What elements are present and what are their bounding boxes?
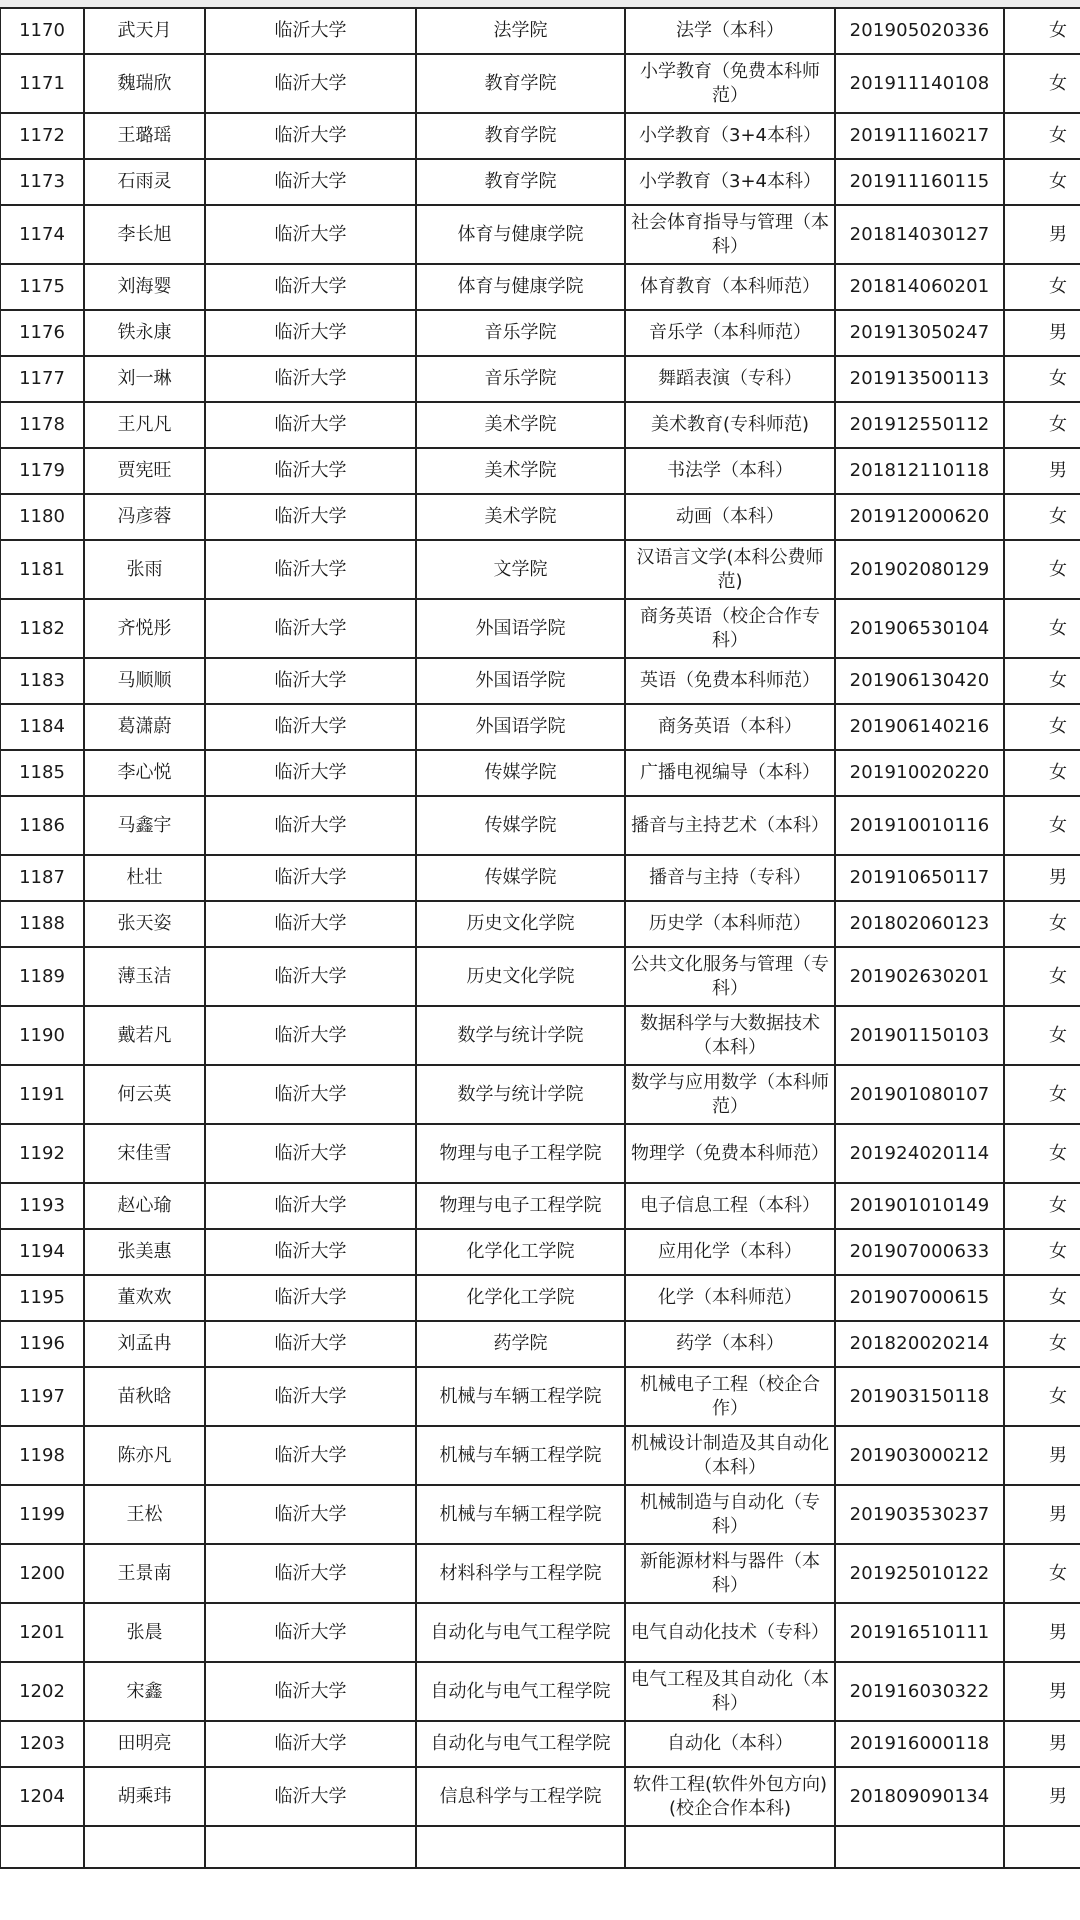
student-id-cell: 201912000620 — [835, 494, 1004, 540]
table-row — [0, 1183, 1080, 1229]
school-name-cell: 临沂大学 — [205, 1006, 416, 1065]
gender-cell: 女 — [1004, 658, 1080, 704]
school-name-cell: 临沂大学 — [205, 494, 416, 540]
empty-cell — [416, 1826, 625, 1868]
college-name-cell: 外国语学院 — [416, 658, 625, 704]
student-id-cell: 201903150118 — [835, 1367, 1004, 1426]
student-id-cell: 201910650117 — [835, 855, 1004, 901]
gender-cell: 女 — [1004, 1124, 1080, 1183]
gender-cell: 女 — [1004, 264, 1080, 310]
major-name-cell: 体育教育（本科师范） — [625, 264, 835, 310]
major-name-cell: 动画（本科） — [625, 494, 835, 540]
row-number-cell: 1173 — [0, 159, 84, 205]
college-name-cell: 传媒学院 — [416, 750, 625, 796]
row-number-cell: 1178 — [0, 402, 84, 448]
college-name-cell: 机械与车辆工程学院 — [416, 1426, 625, 1485]
gender-cell: 女 — [1004, 494, 1080, 540]
student-id-cell: 201903000212 — [835, 1426, 1004, 1485]
major-name-cell: 数据科学与大数据技术（本科） — [625, 1006, 835, 1065]
gender-cell: 女 — [1004, 1006, 1080, 1065]
school-name-cell: 临沂大学 — [205, 750, 416, 796]
gender-cell: 男 — [1004, 1721, 1080, 1767]
college-name-cell: 化学化工学院 — [416, 1229, 625, 1275]
student-id-cell: 201910020220 — [835, 750, 1004, 796]
row-number-cell: 1180 — [0, 494, 84, 540]
major-name-cell: 药学（本科） — [625, 1321, 835, 1367]
student-id-cell: 201820020214 — [835, 1321, 1004, 1367]
student-id-cell: 201809090134 — [835, 1767, 1004, 1826]
gender-cell: 男 — [1004, 1603, 1080, 1662]
school-name-cell: 临沂大学 — [205, 1603, 416, 1662]
major-name-cell: 化学（本科师范） — [625, 1275, 835, 1321]
empty-cell — [205, 1826, 416, 1868]
school-name-cell: 临沂大学 — [205, 855, 416, 901]
student-name-cell: 宋佳雪 — [84, 1124, 205, 1183]
row-number-cell: 1183 — [0, 658, 84, 704]
row-number-cell: 1198 — [0, 1426, 84, 1485]
table-row — [0, 1721, 1080, 1767]
row-number-cell: 1176 — [0, 310, 84, 356]
student-name-cell: 戴若凡 — [84, 1006, 205, 1065]
student-id-cell: 201903530237 — [835, 1485, 1004, 1544]
student-name-cell: 马顺顺 — [84, 658, 205, 704]
major-name-cell: 商务英语（校企合作专科） — [625, 599, 835, 658]
college-name-cell: 美术学院 — [416, 448, 625, 494]
major-name-cell: 汉语言文学(本科公费师范) — [625, 540, 835, 599]
table-row — [0, 264, 1080, 310]
row-number-cell: 1199 — [0, 1485, 84, 1544]
school-name-cell: 临沂大学 — [205, 540, 416, 599]
major-name-cell: 电子信息工程（本科） — [625, 1183, 835, 1229]
table-row — [0, 658, 1080, 704]
school-name-cell: 临沂大学 — [205, 159, 416, 205]
student-name-cell: 贾宪旺 — [84, 448, 205, 494]
school-name-cell: 临沂大学 — [205, 356, 416, 402]
student-name-cell: 铁永康 — [84, 310, 205, 356]
gender-cell: 女 — [1004, 704, 1080, 750]
college-name-cell: 自动化与电气工程学院 — [416, 1721, 625, 1767]
major-name-cell: 播音与主持（专科） — [625, 855, 835, 901]
college-name-cell: 信息科学与工程学院 — [416, 1767, 625, 1826]
major-name-cell: 电气自动化技术（专科） — [625, 1603, 835, 1662]
table-row — [0, 1065, 1080, 1124]
college-name-cell: 机械与车辆工程学院 — [416, 1485, 625, 1544]
table-row — [0, 540, 1080, 599]
roster-body — [0, 8, 1080, 1868]
row-number-cell: 1188 — [0, 901, 84, 947]
student-name-cell: 张晨 — [84, 1603, 205, 1662]
student-id-cell: 201911160217 — [835, 113, 1004, 159]
table-row-partial — [0, 1826, 1080, 1868]
school-name-cell: 临沂大学 — [205, 113, 416, 159]
table-row — [0, 1367, 1080, 1426]
student-name-cell: 刘一琳 — [84, 356, 205, 402]
student-id-cell: 201906530104 — [835, 599, 1004, 658]
student-name-cell: 陈亦凡 — [84, 1426, 205, 1485]
major-name-cell: 机械设计制造及其自动化（本科） — [625, 1426, 835, 1485]
college-name-cell: 外国语学院 — [416, 599, 625, 658]
student-name-cell: 何云英 — [84, 1065, 205, 1124]
student-id-cell: 201911140108 — [835, 54, 1004, 113]
major-name-cell: 小学教育（3+4本科） — [625, 113, 835, 159]
row-number-cell: 1185 — [0, 750, 84, 796]
college-name-cell: 化学化工学院 — [416, 1275, 625, 1321]
student-name-cell: 王凡凡 — [84, 402, 205, 448]
college-name-cell: 法学院 — [416, 8, 625, 54]
table-row — [0, 1275, 1080, 1321]
student-name-cell: 赵心瑜 — [84, 1183, 205, 1229]
student-id-cell: 201814030127 — [835, 205, 1004, 264]
major-name-cell: 书法学（本科） — [625, 448, 835, 494]
major-name-cell: 小学教育（3+4本科） — [625, 159, 835, 205]
row-number-cell: 1177 — [0, 356, 84, 402]
school-name-cell: 临沂大学 — [205, 1065, 416, 1124]
row-number-cell: 1200 — [0, 1544, 84, 1603]
major-name-cell: 美术教育(专科师范) — [625, 402, 835, 448]
row-number-cell: 1181 — [0, 540, 84, 599]
student-name-cell: 刘海婴 — [84, 264, 205, 310]
row-number-cell: 1174 — [0, 205, 84, 264]
school-name-cell: 临沂大学 — [205, 1124, 416, 1183]
student-id-cell: 201906130420 — [835, 658, 1004, 704]
major-name-cell: 机械制造与自动化（专科） — [625, 1485, 835, 1544]
gender-cell: 女 — [1004, 599, 1080, 658]
table-row — [0, 1662, 1080, 1721]
school-name-cell: 临沂大学 — [205, 1544, 416, 1603]
row-number-cell: 1201 — [0, 1603, 84, 1662]
student-id-cell: 201901150103 — [835, 1006, 1004, 1065]
gender-cell: 男 — [1004, 855, 1080, 901]
college-name-cell: 文学院 — [416, 540, 625, 599]
row-number-cell: 1204 — [0, 1767, 84, 1826]
school-name-cell: 临沂大学 — [205, 8, 416, 54]
table-row — [0, 205, 1080, 264]
college-name-cell: 物理与电子工程学院 — [416, 1124, 625, 1183]
student-id-cell: 201812110118 — [835, 448, 1004, 494]
student-roster-table — [0, 7, 1080, 1869]
student-name-cell: 齐悦彤 — [84, 599, 205, 658]
major-name-cell: 舞蹈表演（专科） — [625, 356, 835, 402]
college-name-cell: 体育与健康学院 — [416, 264, 625, 310]
college-name-cell: 教育学院 — [416, 159, 625, 205]
school-name-cell: 临沂大学 — [205, 901, 416, 947]
college-name-cell: 外国语学院 — [416, 704, 625, 750]
school-name-cell: 临沂大学 — [205, 1321, 416, 1367]
student-id-cell: 201901080107 — [835, 1065, 1004, 1124]
student-name-cell: 薄玉洁 — [84, 947, 205, 1006]
student-name-cell: 石雨灵 — [84, 159, 205, 205]
student-id-cell: 201907000615 — [835, 1275, 1004, 1321]
gender-cell: 女 — [1004, 1065, 1080, 1124]
student-id-cell: 201916000118 — [835, 1721, 1004, 1767]
school-name-cell: 临沂大学 — [205, 402, 416, 448]
gender-cell: 女 — [1004, 947, 1080, 1006]
student-name-cell: 董欢欢 — [84, 1275, 205, 1321]
student-id-cell: 201907000633 — [835, 1229, 1004, 1275]
student-id-cell: 201916510111 — [835, 1603, 1004, 1662]
table-row — [0, 494, 1080, 540]
empty-cell — [1004, 1826, 1080, 1868]
gender-cell: 女 — [1004, 159, 1080, 205]
student-name-cell: 马鑫宇 — [84, 796, 205, 855]
school-name-cell: 临沂大学 — [205, 1367, 416, 1426]
school-name-cell: 临沂大学 — [205, 658, 416, 704]
gender-cell: 女 — [1004, 402, 1080, 448]
gender-cell: 女 — [1004, 1367, 1080, 1426]
row-number-cell: 1197 — [0, 1367, 84, 1426]
student-name-cell: 李心悦 — [84, 750, 205, 796]
table-row — [0, 855, 1080, 901]
student-name-cell: 王景南 — [84, 1544, 205, 1603]
student-id-cell: 201916030322 — [835, 1662, 1004, 1721]
empty-cell — [625, 1826, 835, 1868]
table-row — [0, 1603, 1080, 1662]
table-row — [0, 448, 1080, 494]
major-name-cell: 音乐学（本科师范） — [625, 310, 835, 356]
college-name-cell: 自动化与电气工程学院 — [416, 1662, 625, 1721]
college-name-cell: 材料科学与工程学院 — [416, 1544, 625, 1603]
student-id-cell: 201901010149 — [835, 1183, 1004, 1229]
gender-cell: 女 — [1004, 1544, 1080, 1603]
table-row — [0, 796, 1080, 855]
college-name-cell: 药学院 — [416, 1321, 625, 1367]
gender-cell: 女 — [1004, 540, 1080, 599]
empty-cell — [0, 1826, 84, 1868]
student-id-cell: 201814060201 — [835, 264, 1004, 310]
row-number-cell: 1190 — [0, 1006, 84, 1065]
student-id-cell: 201802060123 — [835, 901, 1004, 947]
gender-cell: 女 — [1004, 1275, 1080, 1321]
row-number-cell: 1202 — [0, 1662, 84, 1721]
student-name-cell: 张美惠 — [84, 1229, 205, 1275]
gender-cell: 男 — [1004, 1485, 1080, 1544]
student-id-cell: 201913500113 — [835, 356, 1004, 402]
row-number-cell: 1179 — [0, 448, 84, 494]
college-name-cell: 美术学院 — [416, 402, 625, 448]
major-name-cell: 播音与主持艺术（本科） — [625, 796, 835, 855]
row-number-cell: 1182 — [0, 599, 84, 658]
student-id-cell: 201911160115 — [835, 159, 1004, 205]
row-number-cell: 1172 — [0, 113, 84, 159]
table-row — [0, 310, 1080, 356]
row-number-cell: 1192 — [0, 1124, 84, 1183]
school-name-cell: 临沂大学 — [205, 1662, 416, 1721]
gender-cell: 女 — [1004, 1321, 1080, 1367]
table-row — [0, 1426, 1080, 1485]
major-name-cell: 小学教育（免费本科师范） — [625, 54, 835, 113]
student-id-cell: 201912550112 — [835, 402, 1004, 448]
gender-cell: 男 — [1004, 205, 1080, 264]
major-name-cell: 公共文化服务与管理（专科） — [625, 947, 835, 1006]
school-name-cell: 临沂大学 — [205, 1275, 416, 1321]
major-name-cell: 应用化学（本科） — [625, 1229, 835, 1275]
major-name-cell: 电气工程及其自动化（本科） — [625, 1662, 835, 1721]
table-row — [0, 1544, 1080, 1603]
college-name-cell: 传媒学院 — [416, 855, 625, 901]
student-name-cell: 葛潇蔚 — [84, 704, 205, 750]
gender-cell: 男 — [1004, 1662, 1080, 1721]
gender-cell: 男 — [1004, 448, 1080, 494]
gender-cell: 女 — [1004, 54, 1080, 113]
table-row — [0, 599, 1080, 658]
row-number-cell: 1175 — [0, 264, 84, 310]
table-row — [0, 1229, 1080, 1275]
table-row — [0, 1321, 1080, 1367]
student-id-cell: 201913050247 — [835, 310, 1004, 356]
row-number-cell: 1195 — [0, 1275, 84, 1321]
gender-cell: 女 — [1004, 1183, 1080, 1229]
student-name-cell: 李长旭 — [84, 205, 205, 264]
student-id-cell: 201910010116 — [835, 796, 1004, 855]
table-row — [0, 1485, 1080, 1544]
empty-cell — [84, 1826, 205, 1868]
row-number-cell: 1189 — [0, 947, 84, 1006]
school-name-cell: 临沂大学 — [205, 310, 416, 356]
table-row — [0, 8, 1080, 54]
student-name-cell: 张天姿 — [84, 901, 205, 947]
row-number-cell: 1171 — [0, 54, 84, 113]
row-number-cell: 1193 — [0, 1183, 84, 1229]
row-number-cell: 1170 — [0, 8, 84, 54]
major-name-cell: 软件工程(软件外包方向)(校企合作本科) — [625, 1767, 835, 1826]
student-name-cell: 苗秋晗 — [84, 1367, 205, 1426]
school-name-cell: 临沂大学 — [205, 54, 416, 113]
major-name-cell: 历史学（本科师范） — [625, 901, 835, 947]
table-row — [0, 113, 1080, 159]
row-number-cell: 1191 — [0, 1065, 84, 1124]
college-name-cell: 机械与车辆工程学院 — [416, 1367, 625, 1426]
student-name-cell: 武天月 — [84, 8, 205, 54]
row-number-cell: 1186 — [0, 796, 84, 855]
college-name-cell: 数学与统计学院 — [416, 1006, 625, 1065]
row-number-cell: 1194 — [0, 1229, 84, 1275]
major-name-cell: 新能源材料与器件（本科） — [625, 1544, 835, 1603]
school-name-cell: 临沂大学 — [205, 947, 416, 1006]
gender-cell: 女 — [1004, 750, 1080, 796]
student-id-cell: 201902630201 — [835, 947, 1004, 1006]
college-name-cell: 数学与统计学院 — [416, 1065, 625, 1124]
student-name-cell: 田明亮 — [84, 1721, 205, 1767]
table-row — [0, 54, 1080, 113]
student-name-cell: 张雨 — [84, 540, 205, 599]
school-name-cell: 临沂大学 — [205, 704, 416, 750]
student-name-cell: 胡乘玮 — [84, 1767, 205, 1826]
school-name-cell: 临沂大学 — [205, 205, 416, 264]
student-id-cell: 201906140216 — [835, 704, 1004, 750]
school-name-cell: 临沂大学 — [205, 1183, 416, 1229]
table-row — [0, 750, 1080, 796]
school-name-cell: 临沂大学 — [205, 796, 416, 855]
major-name-cell: 物理学（免费本科师范） — [625, 1124, 835, 1183]
major-name-cell: 法学（本科） — [625, 8, 835, 54]
major-name-cell: 机械电子工程（校企合作） — [625, 1367, 835, 1426]
school-name-cell: 临沂大学 — [205, 1767, 416, 1826]
table-row — [0, 1124, 1080, 1183]
table-row — [0, 1767, 1080, 1826]
student-name-cell: 刘孟冉 — [84, 1321, 205, 1367]
major-name-cell: 社会体育指导与管理（本科） — [625, 205, 835, 264]
gender-cell: 男 — [1004, 1426, 1080, 1485]
college-name-cell: 历史文化学院 — [416, 947, 625, 1006]
school-name-cell: 临沂大学 — [205, 264, 416, 310]
gender-cell: 男 — [1004, 310, 1080, 356]
table-row — [0, 356, 1080, 402]
college-name-cell: 历史文化学院 — [416, 901, 625, 947]
table-row — [0, 901, 1080, 947]
major-name-cell: 商务英语（本科） — [625, 704, 835, 750]
gender-cell: 男 — [1004, 1767, 1080, 1826]
row-number-cell: 1187 — [0, 855, 84, 901]
gender-cell: 女 — [1004, 796, 1080, 855]
gender-cell: 女 — [1004, 8, 1080, 54]
college-name-cell: 教育学院 — [416, 54, 625, 113]
gender-cell: 女 — [1004, 113, 1080, 159]
college-name-cell: 音乐学院 — [416, 356, 625, 402]
student-name-cell: 王松 — [84, 1485, 205, 1544]
major-name-cell: 自动化（本科） — [625, 1721, 835, 1767]
college-name-cell: 传媒学院 — [416, 796, 625, 855]
school-name-cell: 临沂大学 — [205, 1485, 416, 1544]
empty-cell — [835, 1826, 1004, 1868]
student-name-cell: 王璐瑶 — [84, 113, 205, 159]
college-name-cell: 音乐学院 — [416, 310, 625, 356]
major-name-cell: 英语（免费本科师范） — [625, 658, 835, 704]
student-name-cell: 魏瑞欣 — [84, 54, 205, 113]
major-name-cell: 数学与应用数学（本科师范） — [625, 1065, 835, 1124]
student-id-cell: 201905020336 — [835, 8, 1004, 54]
gender-cell: 女 — [1004, 901, 1080, 947]
school-name-cell: 临沂大学 — [205, 1229, 416, 1275]
table-row — [0, 402, 1080, 448]
school-name-cell: 临沂大学 — [205, 1721, 416, 1767]
row-number-cell: 1203 — [0, 1721, 84, 1767]
student-id-cell: 201924020114 — [835, 1124, 1004, 1183]
college-name-cell: 自动化与电气工程学院 — [416, 1603, 625, 1662]
major-name-cell: 广播电视编导（本科） — [625, 750, 835, 796]
college-name-cell: 教育学院 — [416, 113, 625, 159]
school-name-cell: 临沂大学 — [205, 599, 416, 658]
school-name-cell: 临沂大学 — [205, 1426, 416, 1485]
student-name-cell: 冯彦蓉 — [84, 494, 205, 540]
table-row — [0, 947, 1080, 1006]
student-name-cell: 宋鑫 — [84, 1662, 205, 1721]
gender-cell: 女 — [1004, 1229, 1080, 1275]
college-name-cell: 体育与健康学院 — [416, 205, 625, 264]
college-name-cell: 物理与电子工程学院 — [416, 1183, 625, 1229]
college-name-cell: 美术学院 — [416, 494, 625, 540]
table-row — [0, 704, 1080, 750]
row-number-cell: 1184 — [0, 704, 84, 750]
student-id-cell: 201925010122 — [835, 1544, 1004, 1603]
table-row — [0, 159, 1080, 205]
row-number-cell: 1196 — [0, 1321, 84, 1367]
school-name-cell: 临沂大学 — [205, 448, 416, 494]
student-name-cell: 杜壮 — [84, 855, 205, 901]
table-row — [0, 1006, 1080, 1065]
student-id-cell: 201902080129 — [835, 540, 1004, 599]
gender-cell: 女 — [1004, 356, 1080, 402]
